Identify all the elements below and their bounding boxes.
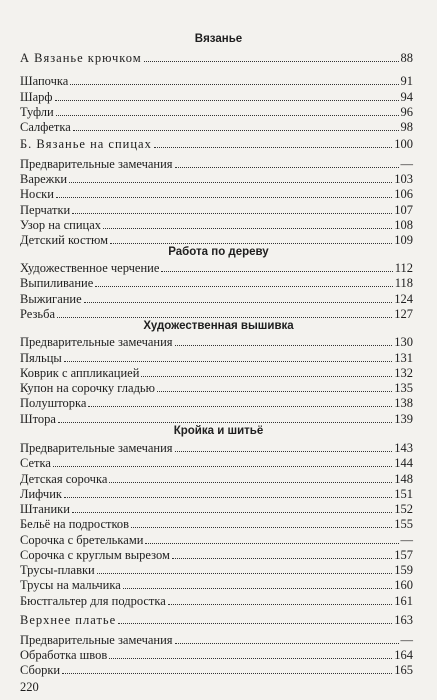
- toc-entry: Лифчик 151: [20, 487, 413, 501]
- dot-leader: [157, 391, 392, 392]
- dot-leader: [110, 243, 392, 244]
- dot-leader: [57, 317, 392, 318]
- toc-entry: Трусы-плавки 159: [20, 563, 413, 577]
- dot-leader: [109, 482, 392, 483]
- toc-entry: Полушторка 138: [20, 396, 413, 410]
- dot-leader: [118, 623, 392, 624]
- dot-leader: [97, 573, 393, 574]
- dot-leader: [141, 376, 392, 377]
- toc-entry: Предварительные замечания —: [20, 633, 413, 647]
- page-number: 220: [20, 680, 39, 694]
- dot-leader: [109, 658, 392, 659]
- dot-leader: [88, 406, 392, 407]
- toc-entry: Верхнее платье 163: [20, 613, 413, 627]
- toc-entry: Обработка швов 164: [20, 648, 413, 662]
- dot-leader: [168, 604, 392, 605]
- toc-entry: Б. Вязанье на спицах 100: [20, 137, 413, 151]
- dot-leader: [175, 451, 393, 452]
- toc-entry: Салфетка 98: [20, 120, 413, 134]
- dot-leader: [53, 466, 392, 467]
- toc-entry: Трусы на мальчика 160: [20, 578, 413, 592]
- dot-leader: [84, 302, 393, 303]
- dot-leader: [73, 130, 399, 131]
- dot-leader: [56, 197, 392, 198]
- dot-leader: [154, 147, 392, 148]
- toc-entry: Купон на сорочку гладью 135: [20, 381, 413, 395]
- dot-leader: [64, 497, 392, 498]
- toc-entry: Детская сорочка 148: [20, 472, 413, 486]
- dot-leader: [70, 84, 398, 85]
- toc-entry: Детский костюм 109: [20, 233, 413, 247]
- toc-entry: Предварительные замечания 130: [20, 335, 413, 349]
- dot-leader: [175, 345, 393, 346]
- dot-leader: [58, 422, 392, 423]
- toc-entry: Шарф 94: [20, 90, 413, 104]
- dot-leader: [145, 543, 398, 544]
- dot-leader: [103, 228, 392, 229]
- toc-entry: Перчатки 107: [20, 203, 413, 217]
- dot-leader: [69, 182, 392, 183]
- section-heading-embroidery: Художественная вышивка: [143, 320, 294, 332]
- toc-entry: Пяльцы 131: [20, 351, 413, 365]
- dot-leader: [123, 588, 392, 589]
- dot-leader: [72, 512, 392, 513]
- dot-leader: [95, 286, 392, 287]
- toc-entry: Туфли 96: [20, 105, 413, 119]
- toc-entry: Сорочка с бретельками —: [20, 533, 413, 547]
- dot-leader: [175, 643, 399, 644]
- dot-leader: [72, 213, 392, 214]
- toc-entry: Сборки 165: [20, 663, 413, 677]
- section-heading-knitting: Вязанье: [194, 33, 243, 45]
- dot-leader: [64, 361, 392, 362]
- toc-entry: Выпиливание 118: [20, 276, 413, 290]
- dot-leader: [55, 100, 399, 101]
- toc-entry: Сорочка с круглым вырезом 157: [20, 548, 413, 562]
- dot-leader: [131, 527, 392, 528]
- toc-entry: Коврик с аппликацией 132: [20, 366, 413, 380]
- section-heading-sewing: Кройка и шитьё: [173, 425, 264, 437]
- toc-entry: Резьба 127: [20, 307, 413, 321]
- dot-leader: [144, 61, 399, 62]
- toc-entry: Узор на спицах 108: [20, 218, 413, 232]
- dot-leader: [62, 673, 392, 674]
- dot-leader: [56, 115, 399, 116]
- toc-entry: Бельё на подростков 155: [20, 517, 413, 531]
- toc-entry: Штаники 152: [20, 502, 413, 516]
- toc-entry: Художественное черчение 112: [20, 261, 413, 275]
- section-heading-woodwork: Работа по дереву: [168, 246, 269, 258]
- toc-entry: Предварительные замечания 143: [20, 441, 413, 455]
- toc-entry: Бюстгальтер для подростка 161: [20, 594, 413, 608]
- dot-leader: [175, 167, 399, 168]
- toc-entry: Носки 106: [20, 187, 413, 201]
- toc-entry: Сетка 144: [20, 456, 413, 470]
- toc-entry: А Вязанье крючком 88: [20, 51, 413, 65]
- toc-entry: Варежки 103: [20, 172, 413, 186]
- dot-leader: [161, 271, 392, 272]
- toc-entry: Шапочка 91: [20, 74, 413, 88]
- toc-entry: Предварительные замечания —: [20, 157, 413, 171]
- dot-leader: [172, 558, 392, 559]
- toc-entry: Штора 139: [20, 412, 413, 426]
- toc-entry: Выжигание 124: [20, 292, 413, 306]
